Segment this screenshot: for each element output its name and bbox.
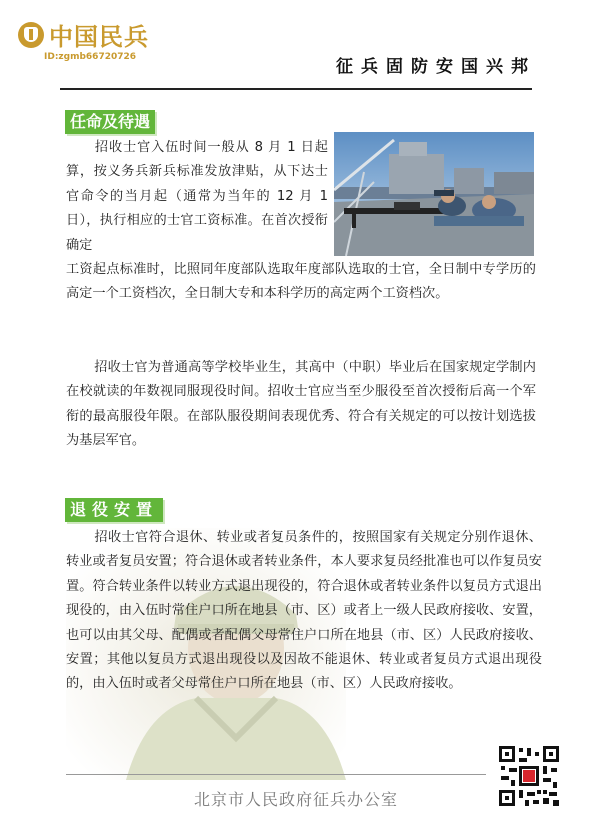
paragraph-appointment-1: 招收士官入伍时间一般从 8 月 1 日起算，按义务兵新兵标准发放津贴，从下达士官命令的当月起（通常为当年的 12 月 1 日），执行相应的士官工资标准。在首次授衔确定 (66, 140, 328, 253)
paragraph-appointment-1-cont: 工资起点标准时，比照同年度部队选取年度部队选取的士官，全日制中专学历的高定一个工资档次，全日制大专和本科学历的高定两个工资档次。 (66, 262, 536, 302)
logo-name: 中国民兵 (49, 22, 149, 51)
footer-organization: 北京市人民政府征兵办公室 (193, 790, 398, 809)
qr-code-graphic (497, 744, 561, 808)
section-appointment (65, 110, 545, 134)
paragraph-retirement: 招收士官符合退休、转业或者复员条件的，按照国家有关规定分别作退休、转业或者复员安置；符合退休或者转业条件，本人要求复员经批准也可以作复员安置。符合转业条件以转业方式退出现役的，符合退休或者转业条件以复员方式退出现役的，由入伍时常住户口所在地县（市、区）或者上一级人民政府接收、安置，也可以由其父母、配偶或者配偶父母常住户口所在地县（市、区）人民政府接收、安置；其他以复员方式退出现役以及因故不能退休、转业或者复员方式退出现役的，由入伍时或者父母常住户口所在地县（市、区）人民政府接收。 (66, 530, 542, 692)
qr-code-icon[interactable] (497, 744, 561, 808)
logo (18, 17, 149, 52)
page-header (0, 0, 592, 95)
header-divider (60, 88, 532, 90)
section-retirement (65, 498, 545, 522)
slogan: 征兵固防安国兴邦 (336, 57, 536, 77)
logo-id: ID:zgmb66720726 (44, 52, 137, 62)
section-title-appointment: 任命及待遇 (65, 110, 155, 134)
sniper-photo (334, 132, 534, 256)
sniper-photo-image (334, 132, 534, 256)
footer-divider (66, 774, 486, 775)
paragraph-appointment-2: 招收士官为普通高等学校毕业生，其高中（中职）毕业后在国家规定学制内在校就读的年数视同服现役时间。招收士官应当至少服役至首次授衔后高一个军衔的最高服役年限。在部队服役期间表现优秀、符合有关规定的可以按计划选拔为基层军官。 (66, 360, 536, 449)
shield-emblem-icon (18, 22, 44, 48)
section-title-retirement: 退役安置 (65, 498, 163, 522)
